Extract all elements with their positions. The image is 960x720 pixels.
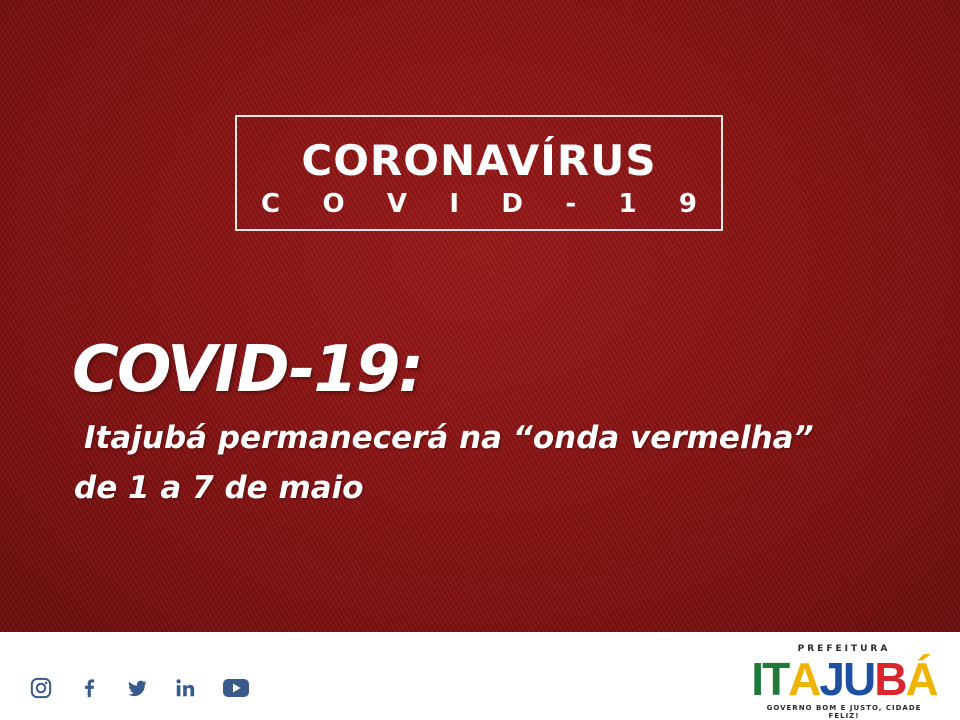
logo-letter: J (819, 653, 843, 705)
frame-subtitle (261, 189, 697, 219)
frame-subtitle-char: 1 (618, 189, 637, 219)
logo-letter: I (751, 653, 763, 705)
logo-top-text: PREFEITURA (797, 644, 891, 654)
facebook-icon[interactable] (78, 674, 126, 702)
logo-letter: Á (905, 653, 937, 705)
subline-2: de 1 a 7 de maio (74, 470, 364, 506)
logo-letter: U (843, 653, 875, 705)
logo-tagline: GOVERNO BOM E JUSTO, CIDADE FELIZ! (766, 704, 922, 720)
frame-subtitle-char: I (449, 189, 460, 219)
prefeitura-itajuba-logo (750, 644, 938, 720)
linkedin-icon[interactable] (174, 674, 222, 702)
frame-subtitle-char: V (386, 189, 408, 219)
title-frame (235, 115, 723, 231)
subline-1: Itajubá permanecerá na “onda vermelha” (84, 420, 814, 456)
frame-subtitle-char: O (322, 189, 345, 219)
footer (0, 632, 960, 720)
logo-letter: T (762, 653, 789, 705)
frame-subtitle-char: 9 (678, 189, 697, 219)
frame-subtitle-char: D (501, 189, 523, 219)
logo-letter: B (874, 653, 906, 705)
headline: COVID-19: (72, 333, 422, 407)
logo-wordmark (750, 654, 938, 704)
youtube-icon[interactable] (222, 674, 270, 702)
instagram-icon[interactable] (30, 674, 78, 702)
social-icons (30, 674, 270, 702)
frame-subtitle-char: C (261, 189, 281, 219)
twitter-icon[interactable] (126, 674, 174, 702)
frame-subtitle-char: - (565, 189, 577, 219)
logo-letter: A (788, 653, 820, 705)
frame-title: CORONAVÍRUS (301, 136, 657, 185)
